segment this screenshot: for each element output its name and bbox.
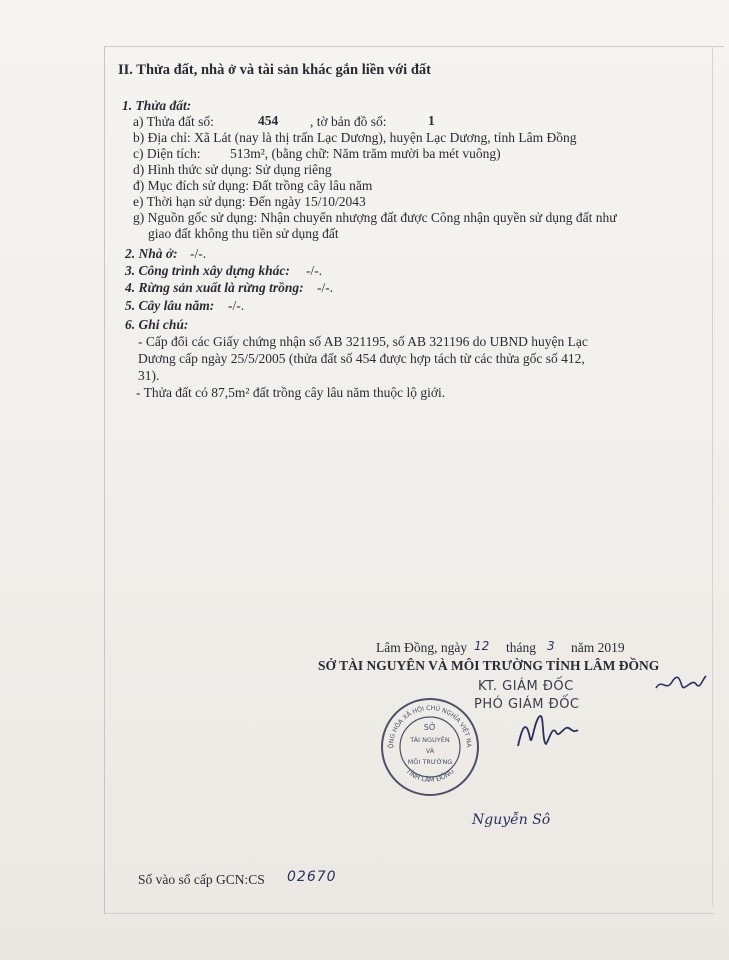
signature-scribble	[512, 708, 582, 758]
notes-line-1: - Cấp đổi các Giấy chứng nhận số AB 321195, số AB 321196 do UBND huyện Lạc	[138, 334, 588, 349]
house-label: 2. Nhà ở:	[125, 246, 178, 261]
signer-title: PHÓ GIÁM ĐỐC	[474, 697, 580, 712]
date-prefix: Lâm Đồng, ngày	[376, 640, 468, 655]
initials-scribble	[652, 670, 708, 696]
land-heading: 1. Thửa đất:	[122, 98, 192, 113]
stamp-center-line-4: MÔI TRƯỜNG	[407, 758, 453, 766]
date-year: năm 2019	[571, 640, 625, 655]
stamp-center-line-1: SỞ	[423, 723, 437, 732]
stamp-center-line-2: TÀI NGUYÊN	[410, 736, 450, 744]
usage-term-line: e) Thời hạn sử dụng: Đến ngày 15/10/2043	[133, 194, 366, 209]
stamp-outer-text: ỘNG HÒA XÃ HỘI CHỦ NGHĨA VIỆT NA	[387, 704, 473, 749]
address-line: b) Địa chỉ: Xã Lát (nay là thị trấn Lạc Dương), huyện Lạc Dương, tỉnh Lâm Đồng	[133, 130, 577, 145]
house-value: -/-.	[190, 246, 207, 261]
usage-purpose-line: đ) Mục đích sử dụng: Đất trồng cây lâu năm	[133, 178, 373, 193]
section-title: II. Thửa đất, nhà ở và tài sản khác gắn liền với đất	[118, 62, 431, 78]
signer-name: Nguyễn Sô	[472, 812, 551, 828]
register-label: Số vào sổ cấp GCN:CS	[138, 872, 265, 887]
perennial-value: -/-.	[228, 298, 245, 313]
land-number-label: a) Thửa đất số:	[133, 114, 214, 129]
notes-line-3: 31).	[138, 368, 160, 383]
forest-label: 4. Rừng sản xuất là rừng trồng:	[125, 280, 304, 295]
forest-value: -/-.	[317, 280, 334, 295]
page-frame-right	[712, 46, 713, 906]
construction-label: 3. Công trình xây dựng khác:	[125, 263, 290, 278]
map-sheet-value: 1	[428, 113, 435, 128]
stamp-bottom-text: TỈNH LÂM ĐỒNG	[404, 767, 456, 784]
date-day: 12	[474, 639, 490, 653]
page-frame-left	[104, 46, 105, 914]
area-value: 513m², (bằng chữ: Năm trăm mười ba mét vuông)	[230, 146, 501, 161]
notes-line-2: Dương cấp ngày 25/5/2005 (thửa đất số 454 được hợp tách từ các thửa gốc số 412,	[138, 351, 585, 366]
date-month: 3	[547, 639, 555, 653]
official-stamp	[379, 696, 481, 798]
usage-origin-line-2: giao đất không thu tiền sử dụng đất	[148, 226, 339, 241]
date-month-label: tháng	[506, 640, 536, 655]
notes-line-4: - Thửa đất có 87,5m² đất trồng cây lâu năm thuộc lộ giới.	[136, 385, 446, 400]
register-number: 02670	[287, 869, 337, 885]
authority-name: SỞ TÀI NGUYÊN VÀ MÔI TRƯỜNG TỈNH LÂM ĐỒNG	[318, 658, 660, 673]
page-frame-top	[104, 46, 724, 47]
svg-text:TỈNH LÂM ĐỒNG	[404, 767, 456, 784]
area-label: c) Diện tích:	[133, 146, 201, 161]
map-sheet-label: , tờ bản đồ số:	[310, 114, 387, 129]
notes-heading: 6. Ghi chú:	[125, 317, 189, 332]
usage-form-line: d) Hình thức sử dụng: Sử dụng riêng	[133, 162, 332, 177]
land-number-value: 454	[258, 113, 279, 128]
usage-origin-line-1: g) Nguồn gốc sử dụng: Nhận chuyển nhượng đất được Công nhận quyền sử dụng đất như	[133, 210, 617, 225]
construction-value: -/-.	[306, 263, 323, 278]
page-frame-bottom	[104, 913, 714, 914]
signer-kt: KT. GIÁM ĐỐC	[478, 679, 574, 694]
perennial-label: 5. Cây lâu năm:	[125, 298, 215, 313]
stamp-center-line-3: VÀ	[425, 747, 435, 755]
